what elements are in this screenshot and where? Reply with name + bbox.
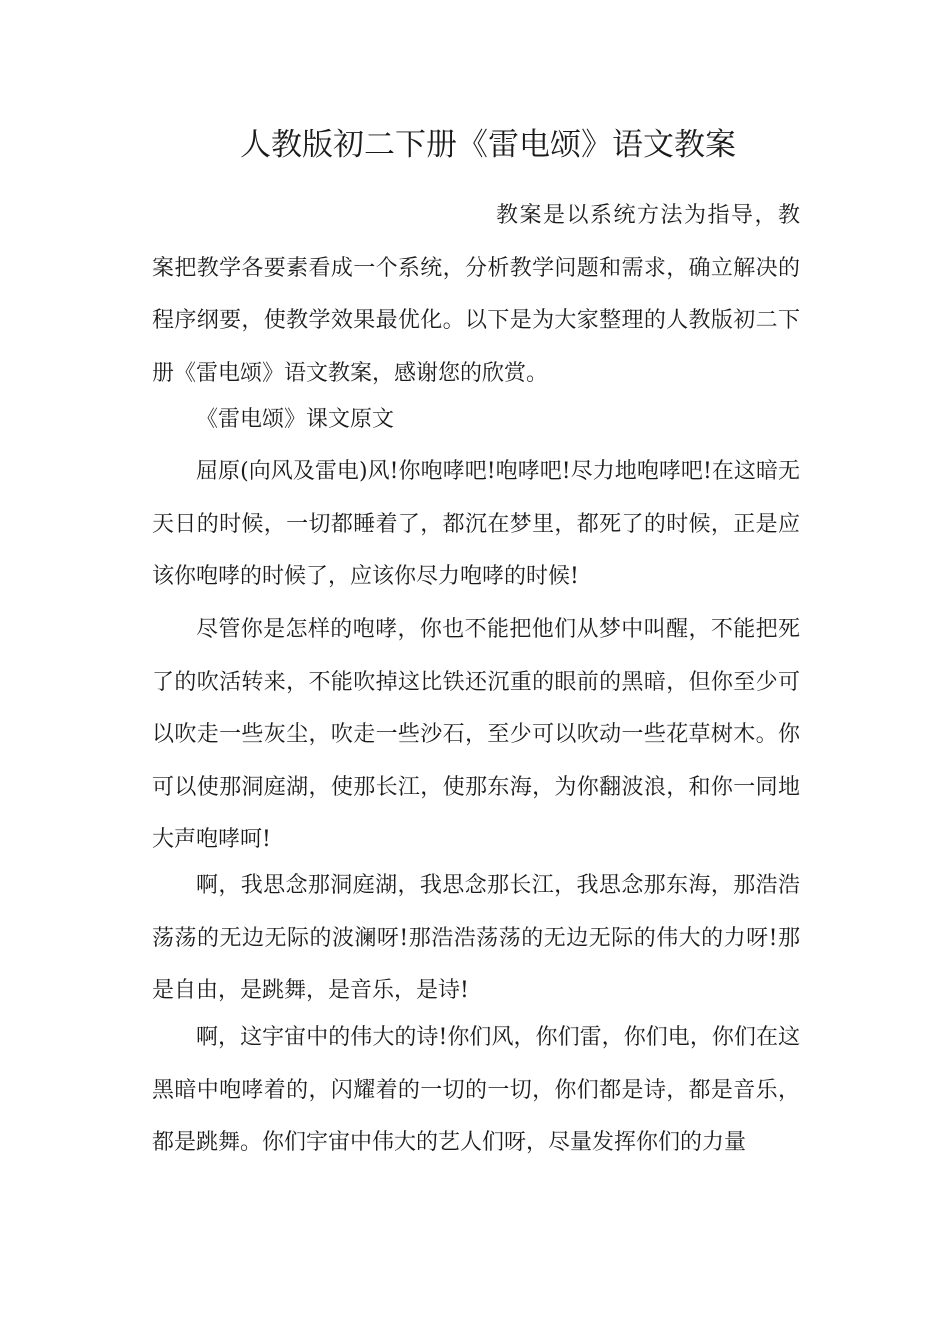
text-paragraph-2: 尽管你是怎样的咆哮，你也不能把他们从梦中叫醒，不能把死了的吹活转来，不能吹掉这比铁还沉重的眼前的黑暗，但你至少可以吹走一些灰尘，吹走一些沙石，至少可以吹动一些花草树木。你可以使那洞庭湖，使那长江，使那东海，为你翻波浪，和你一同地大声咆哮呵! [152,617,800,853]
text-paragraph-1: 屈原(向风及雷电)风!你咆哮吧!咆哮吧!尽力地咆哮吧!在这暗无天日的时候，一切都睡着了，都沉在梦里，都死了的时候，正是应该你咆哮的时候了，应该你尽力咆哮的时候! [152,459,800,590]
section-heading: 《雷电颂》课文原文 [196,407,395,432]
intro-paragraph: 教案是以系统方法为指导，教案把教学各要素看成一个系统，分析教学问题和需求，确立解决的程序纲要，使教学效果最优化。以下是为大家整理的人教版初二下册《雷电颂》语文教案，感谢您的欣赏。 [152,203,800,386]
text-paragraph-3: 啊，我思念那洞庭湖，我思念那长江，我思念那东海，那浩浩荡荡的无边无际的波澜呀!那浩浩荡荡的无边无际的伟大的力呀!那是自由，是跳舞，是音乐，是诗! [152,873,800,1004]
document-title: 人教版初二下册《雷电颂》语文教案 [240,127,736,163]
text-paragraph-4: 啊，这宇宙中的伟大的诗!你们风，你们雷，你们电，你们在这黑暗中咆哮着的，闪耀着的一切的一切，你们都是诗，都是音乐，都是跳舞。你们宇宙中伟大的艺人们呀，尽量发挥你们的力量 [152,1025,800,1156]
